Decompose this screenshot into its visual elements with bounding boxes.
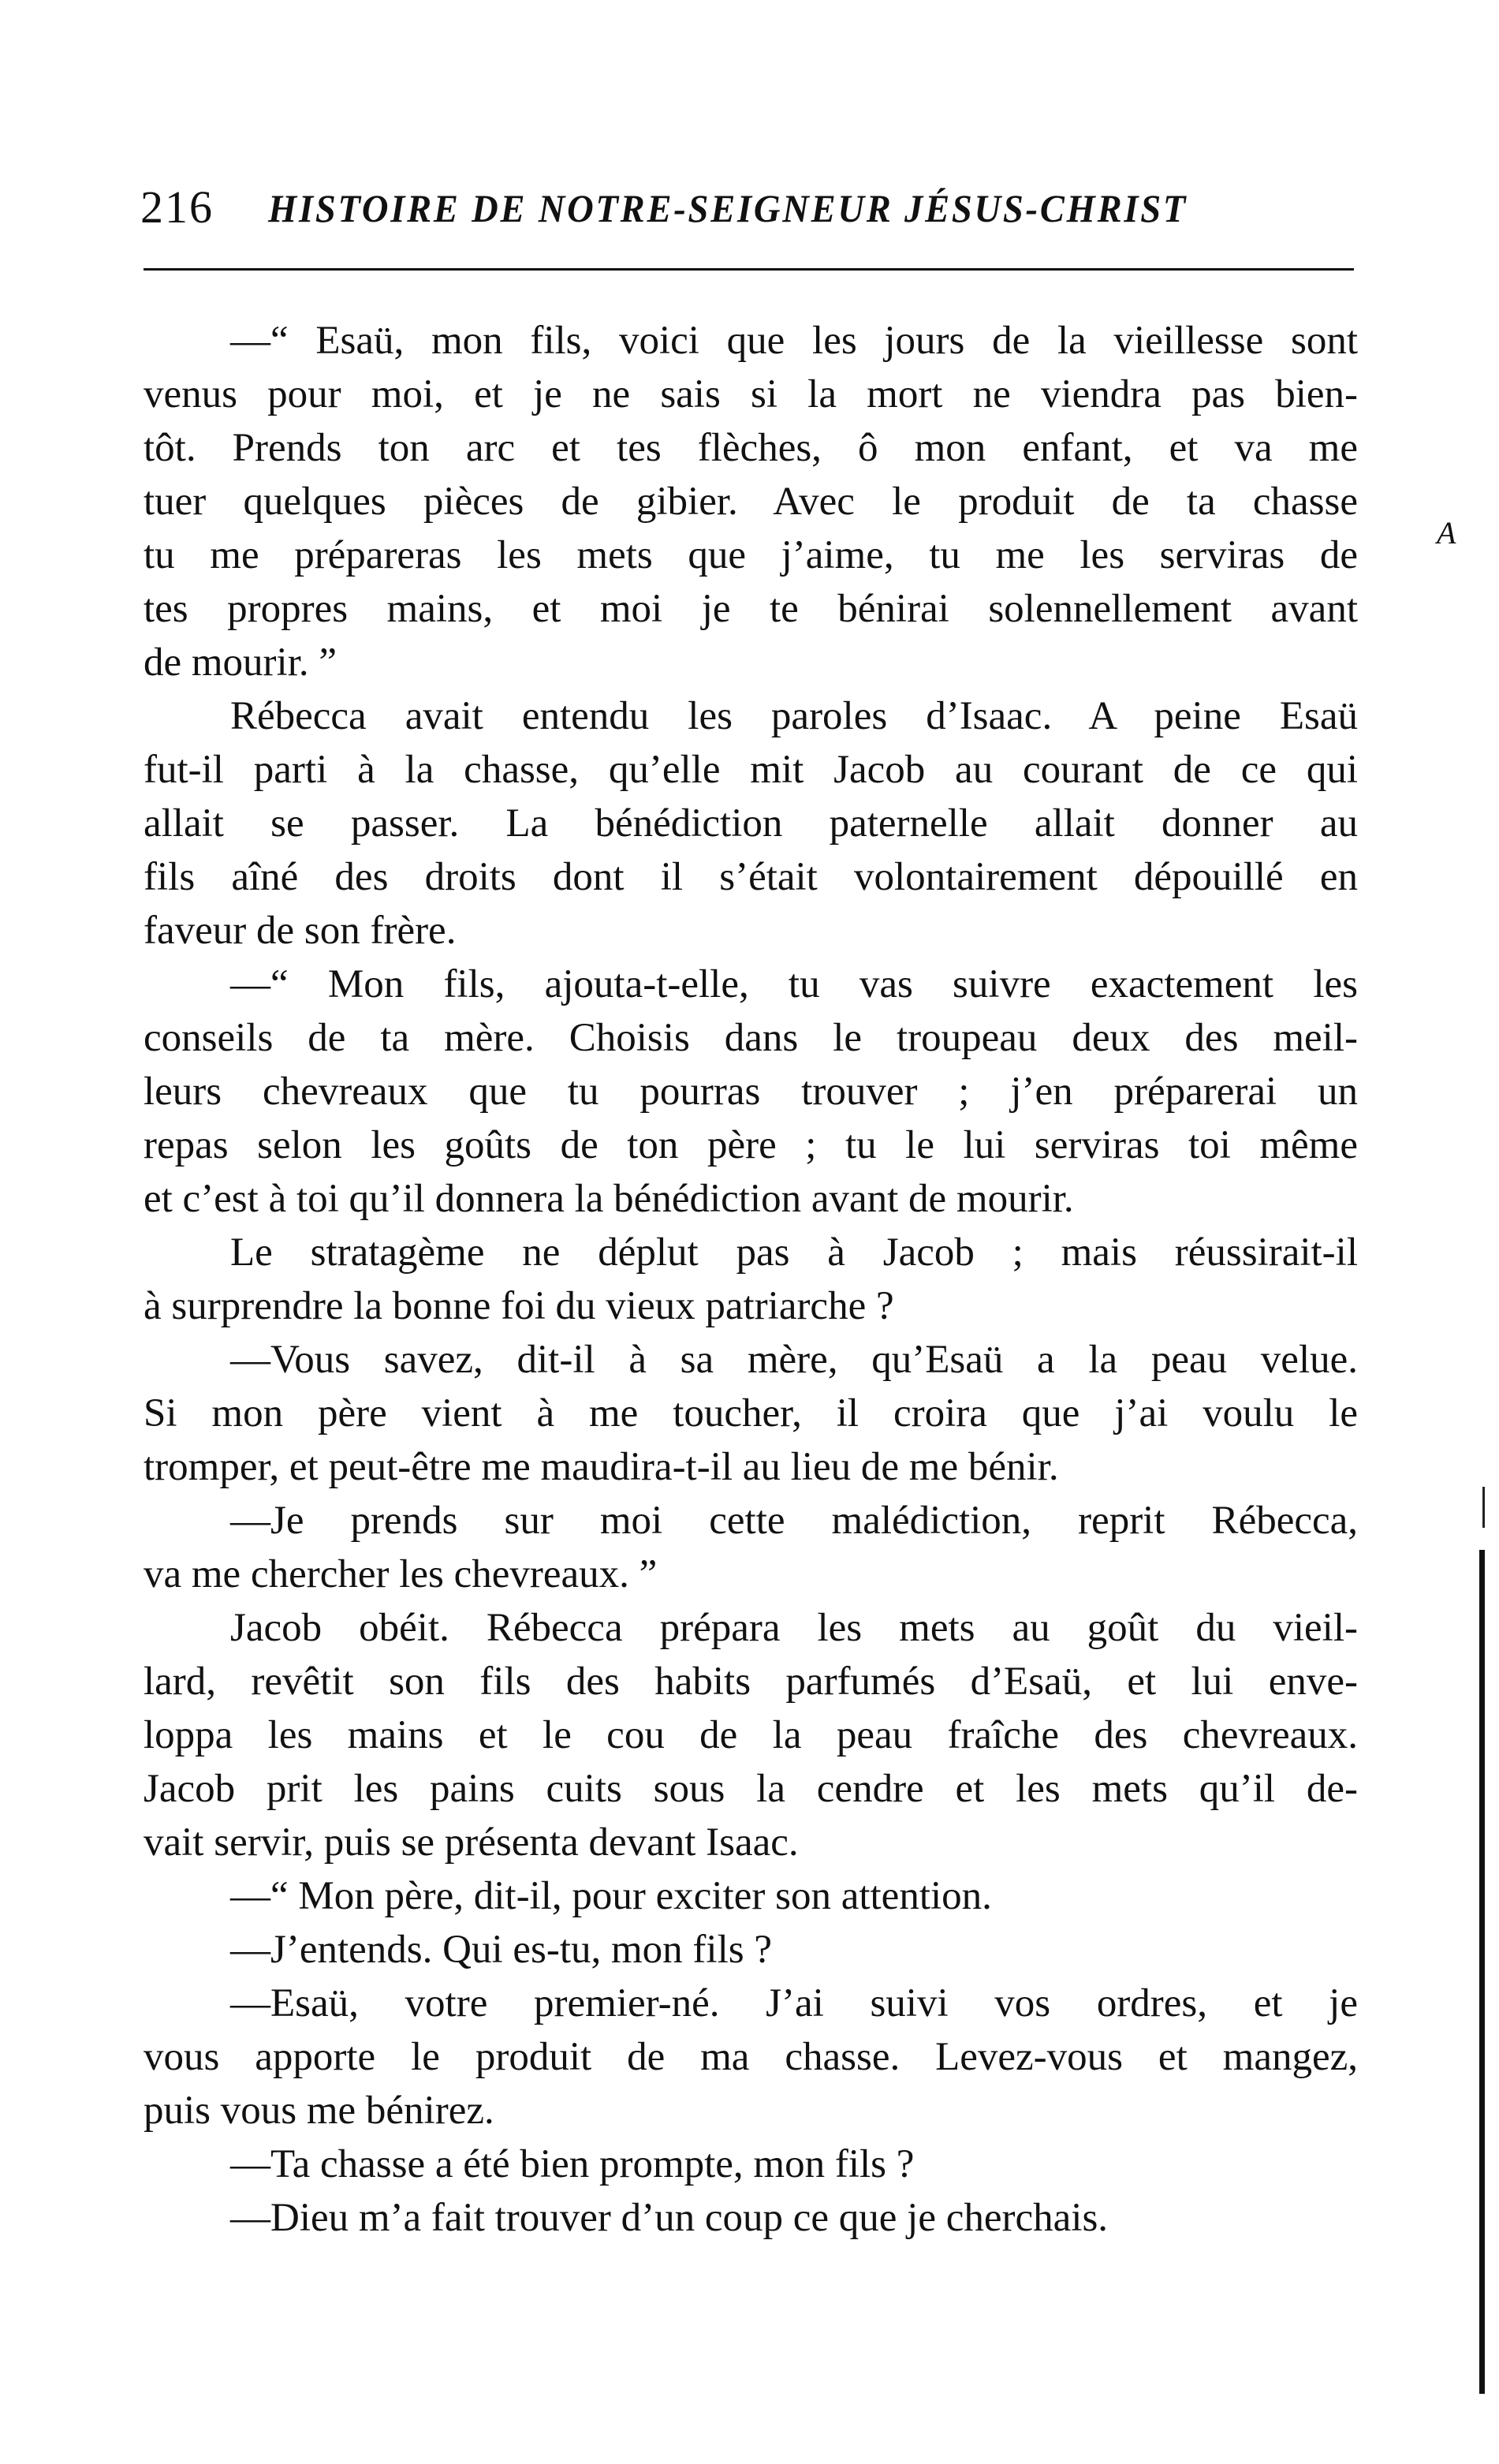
text-line: puis vous me bénirez. bbox=[144, 2089, 494, 2133]
margin-mark: A bbox=[1437, 515, 1456, 551]
text-line: vous apporte le produit de ma chasse. Levez-vous et mangez, bbox=[144, 2035, 1358, 2079]
text-line: —J’entends. Qui es-tu, mon fils ? bbox=[230, 1928, 772, 1972]
text-line: loppa les mains et le cou de la peau fraîche des chevreaux. bbox=[144, 1713, 1358, 1757]
text-line: tes propres mains, et moi je te bénirai solennellement avant bbox=[144, 587, 1358, 631]
text-line: Rébecca avait entendu les paroles d’Isaac. A peine Esaü bbox=[230, 694, 1358, 738]
text-line: —Ta chasse a été bien prompte, mon fils ? bbox=[230, 2142, 915, 2186]
body-text bbox=[144, 314, 1358, 2245]
margin-bar-short bbox=[1482, 1487, 1485, 1528]
text-line: Si mon père vient à me toucher, il croira que j’ai voulu le bbox=[144, 1391, 1358, 1435]
text-line: —Je prends sur moi cette malédiction, reprit Rébecca, bbox=[230, 1499, 1358, 1543]
text-line: lard, revêtit son fils des habits parfumés d’Esaü, et lui enve- bbox=[144, 1659, 1358, 1704]
text-line: tu me prépareras les mets que j’aime, tu me les serviras de bbox=[144, 533, 1358, 577]
header-rule bbox=[144, 268, 1354, 271]
text-line: Jacob obéit. Rébecca prépara les mets au goût du vieil- bbox=[230, 1606, 1358, 1650]
text-line: de mourir. ” bbox=[144, 640, 337, 685]
margin-bar-long bbox=[1479, 1550, 1485, 2394]
page-header bbox=[140, 180, 1359, 235]
text-line: repas selon les goûts de ton père ; tu le lui serviras toi même bbox=[144, 1123, 1358, 1167]
text-line: vait servir, puis se présenta devant Isaac. bbox=[144, 1820, 799, 1865]
text-line: Jacob prit les pains cuits sous la cendre et les mets qu’il de- bbox=[144, 1767, 1358, 1811]
text-line: —“ Esaü, mon fils, voici que les jours de la vieillesse sont bbox=[230, 319, 1358, 363]
text-line: —“ Mon fils, ajouta-t-elle, tu vas suivre exactement les bbox=[230, 962, 1358, 1006]
text-line: tromper, et peut-être me maudira-t-il au lieu de me bénir. bbox=[144, 1445, 1059, 1489]
text-line: conseils de ta mère. Choisis dans le troupeau deux des meil- bbox=[144, 1016, 1358, 1060]
text-line: tuer quelques pièces de gibier. Avec le produit de ta chasse bbox=[144, 480, 1358, 524]
text-line: —Dieu m’a fait trouver d’un coup ce que je cherchais. bbox=[230, 2196, 1109, 2240]
text-line: et c’est à toi qu’il donnera la bénédiction avant de mourir. bbox=[144, 1177, 1074, 1221]
text-line: fut-il parti à la chasse, qu’elle mit Jacob au courant de ce qui bbox=[144, 748, 1358, 792]
text-line: va me chercher les chevreaux. ” bbox=[144, 1552, 658, 1596]
text-line: à surprendre la bonne foi du vieux patriarche ? bbox=[144, 1284, 894, 1328]
text-line: —Esaü, votre premier-né. J’ai suivi vos ordres, et je bbox=[230, 1981, 1358, 2025]
running-head: HISTOIRE DE NOTRE-SEIGNEUR JÉSUS-CHRIST bbox=[268, 186, 1188, 230]
page-number: 216 bbox=[140, 181, 214, 233]
text-line: leurs chevreaux que tu pourras trouver ; j’en préparerai un bbox=[144, 1070, 1358, 1114]
text-line: venus pour moi, et je ne sais si la mort ne viendra pas bien- bbox=[144, 372, 1358, 416]
text-line: Le stratagème ne déplut pas à Jacob ; mais réussirait-il bbox=[230, 1230, 1358, 1275]
text-line: —“ Mon père, dit-il, pour exciter son attention. bbox=[230, 1874, 992, 1918]
text-line: —Vous savez, dit-il à sa mère, qu’Esaü a la peau velue. bbox=[230, 1338, 1358, 1382]
text-line: tôt. Prends ton arc et tes flèches, ô mon enfant, et va me bbox=[144, 426, 1358, 470]
text-line: fils aîné des droits dont il s’était volontairement dépouillé en bbox=[144, 855, 1358, 899]
text-line: allait se passer. La bénédiction paternelle allait donner au bbox=[144, 801, 1358, 846]
text-line: faveur de son frère. bbox=[144, 909, 457, 953]
